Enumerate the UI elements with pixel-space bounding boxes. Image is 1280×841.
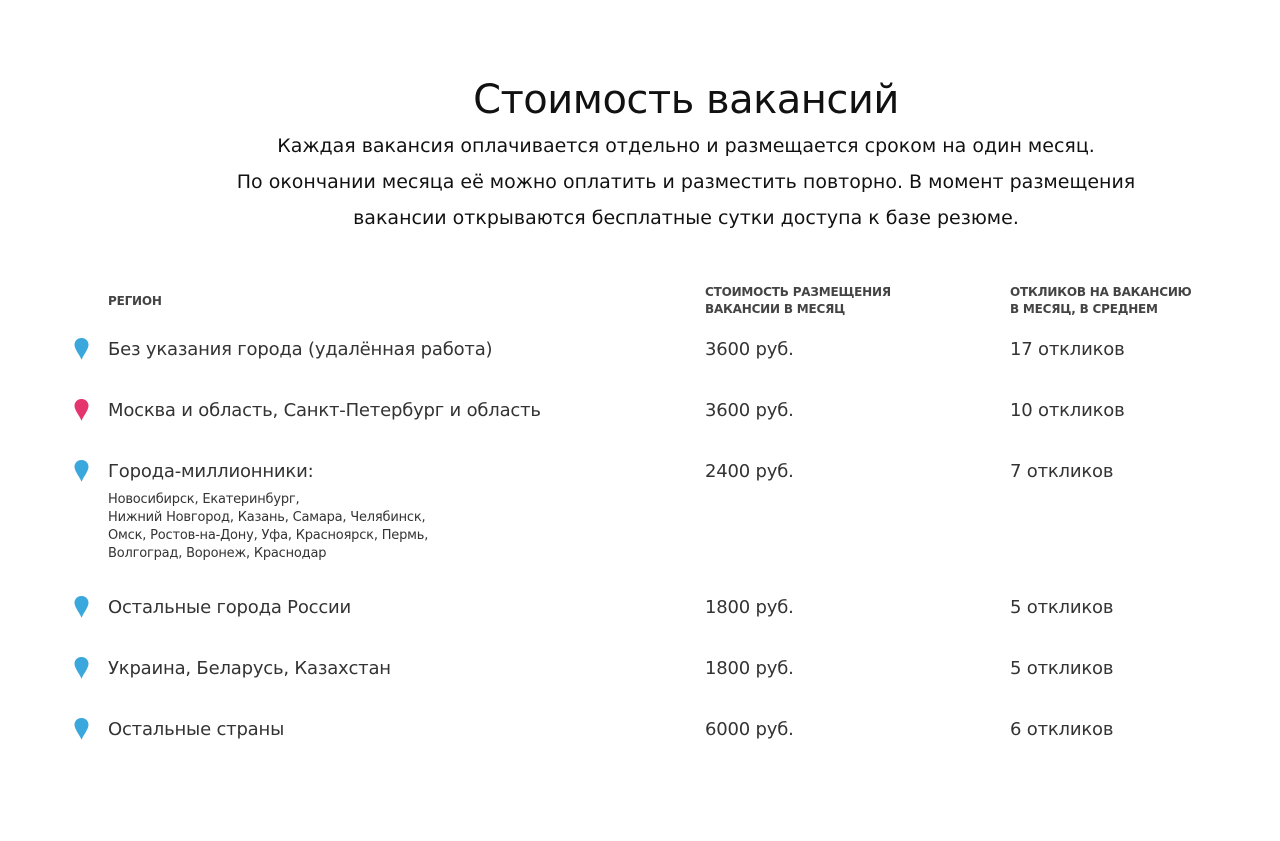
responses-value: 5 откликов: [1010, 658, 1114, 679]
cost-value: 6000 руб.: [705, 719, 794, 740]
header-region: РЕГИОН: [108, 294, 162, 308]
map-pin-icon: [73, 337, 90, 361]
responses-value: 10 откликов: [1010, 400, 1125, 421]
map-pin-icon: [73, 459, 90, 483]
intro-text: [0, 128, 1280, 236]
cost-value: 1800 руб.: [705, 658, 794, 679]
region-name: Украина, Беларусь, Казахстан: [108, 658, 391, 679]
map-pin-icon: [73, 717, 90, 741]
header-responses: [1010, 284, 1192, 318]
region-detail-line: Нижний Новгород, Казань, Самара, Челябинск,: [108, 510, 426, 525]
region-name: Города-миллионники:: [108, 461, 314, 482]
header-cost: [705, 284, 891, 318]
region-detail-line: Новосибирск, Екатеринбург,: [108, 492, 300, 507]
cost-value: 3600 руб.: [705, 339, 794, 360]
responses-value: 7 откликов: [1010, 461, 1114, 482]
intro-line: По окончании месяца её можно оплатить и разместить повторно. В момент размещения: [236, 171, 1136, 193]
region-name: Москва и область, Санкт-Петербург и область: [108, 400, 541, 421]
map-pin-icon: [73, 398, 90, 422]
page-title: Стоимость вакансий: [473, 76, 899, 123]
header-responses-line: В МЕСЯЦ, В СРЕДНЕМ: [1010, 302, 1158, 316]
intro-line: вакансии открываются бесплатные сутки доступа к базе резюме.: [353, 207, 1019, 229]
responses-value: 6 откликов: [1010, 719, 1114, 740]
responses-value: 5 откликов: [1010, 597, 1114, 618]
map-pin-icon: [73, 595, 90, 619]
header-cost-line: СТОИМОСТЬ РАЗМЕЩЕНИЯ: [705, 285, 891, 299]
header-cost-line: ВАКАНСИИ В МЕСЯЦ: [705, 302, 846, 316]
region-name: Остальные города России: [108, 597, 352, 618]
header-responses-line: ОТКЛИКОВ НА ВАКАНСИЮ: [1010, 285, 1192, 299]
region-name: Без указания города (удалённая работа): [108, 339, 493, 360]
region-detail-line: Волгоград, Воронеж, Краснодар: [108, 546, 327, 561]
region-detail-line: Омск, Ростов-на-Дону, Уфа, Красноярск, Пермь,: [108, 528, 429, 543]
map-pin-icon: [73, 656, 90, 680]
region-name: Остальные страны: [108, 719, 285, 740]
cost-value: 3600 руб.: [705, 400, 794, 421]
responses-value: 17 откликов: [1010, 339, 1125, 360]
intro-line: Каждая вакансия оплачивается отдельно и размещается сроком на один месяц.: [277, 135, 1095, 157]
cost-value: 2400 руб.: [705, 461, 794, 482]
cost-value: 1800 руб.: [705, 597, 794, 618]
region-details: [108, 491, 428, 563]
